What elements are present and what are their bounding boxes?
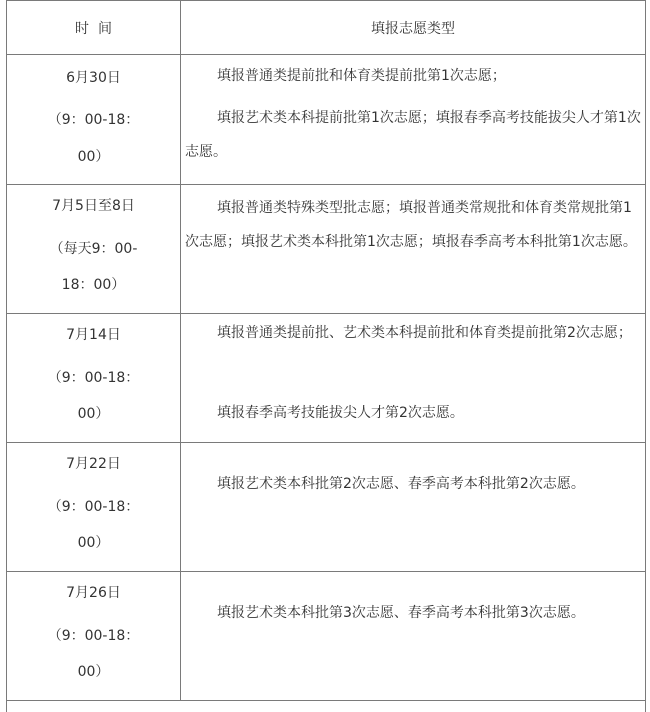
time-date: 7月14日	[66, 327, 121, 343]
time-range: （9：00-18：	[47, 112, 140, 128]
time-date: 7月22日	[66, 456, 121, 472]
description-paragraph: 填报普通类提前批和体育类提前批第1次志愿；	[217, 68, 506, 84]
time-range: （9：00-18：	[47, 499, 140, 515]
time-range-end: 18：00）	[61, 277, 126, 293]
time-cell	[7, 572, 181, 700]
time-date: 6月30日	[66, 70, 121, 86]
time-date: 7月26日	[66, 585, 121, 601]
table-row	[7, 55, 645, 185]
time-range-end: 00）	[77, 406, 110, 422]
description-cell	[181, 443, 645, 571]
time-range: （9：00-18：	[47, 628, 140, 644]
description-paragraph: 填报普通类特殊类型批志愿；填报普通类常规批和体育类常规批第1次志愿；填报艺术类本科批第1次志愿；填报春季高考本科批第1次志愿。	[185, 200, 637, 250]
table-row	[7, 572, 645, 701]
schedule-table	[6, 0, 646, 712]
description-paragraph: 填报艺术类本科批第3次志愿、春季高考本科批第3次志愿。	[217, 605, 585, 621]
time-cell	[7, 55, 181, 184]
description-cell	[181, 55, 645, 184]
description-paragraph: 填报春季高考技能拔尖人才第2次志愿。	[217, 405, 464, 421]
table-row	[7, 443, 645, 572]
description-cell	[181, 185, 645, 313]
time-range: （9：00-18：	[47, 370, 140, 386]
header-time-cell	[7, 1, 181, 54]
description-paragraph: 填报艺术类本科批第2次志愿、春季高考本科批第2次志愿。	[217, 476, 585, 492]
header-time-label: 时 间	[75, 20, 112, 37]
time-range-end: 00）	[77, 535, 110, 551]
time-range-end: 00）	[77, 149, 110, 165]
description-paragraph: 填报普通类提前批、艺术类本科提前批和体育类提前批第2次志愿；	[217, 325, 632, 341]
table-row	[7, 185, 645, 314]
description-paragraph: 填报艺术类本科提前批第1次志愿；填报春季高考技能拔尖人才第1次志愿。	[185, 110, 641, 160]
time-range-end: 00）	[77, 664, 110, 680]
time-cell	[7, 314, 181, 442]
time-range: （每天9：00-	[49, 241, 138, 257]
header-type-cell	[181, 1, 645, 54]
header-type-label: 填报志愿类型	[371, 20, 455, 37]
time-cell	[7, 185, 181, 313]
time-cell	[7, 443, 181, 571]
time-date: 7月5日至8日	[52, 198, 135, 214]
description-cell	[181, 314, 645, 442]
table-header-row	[7, 1, 645, 55]
description-cell	[181, 572, 645, 700]
table-row	[7, 314, 645, 443]
